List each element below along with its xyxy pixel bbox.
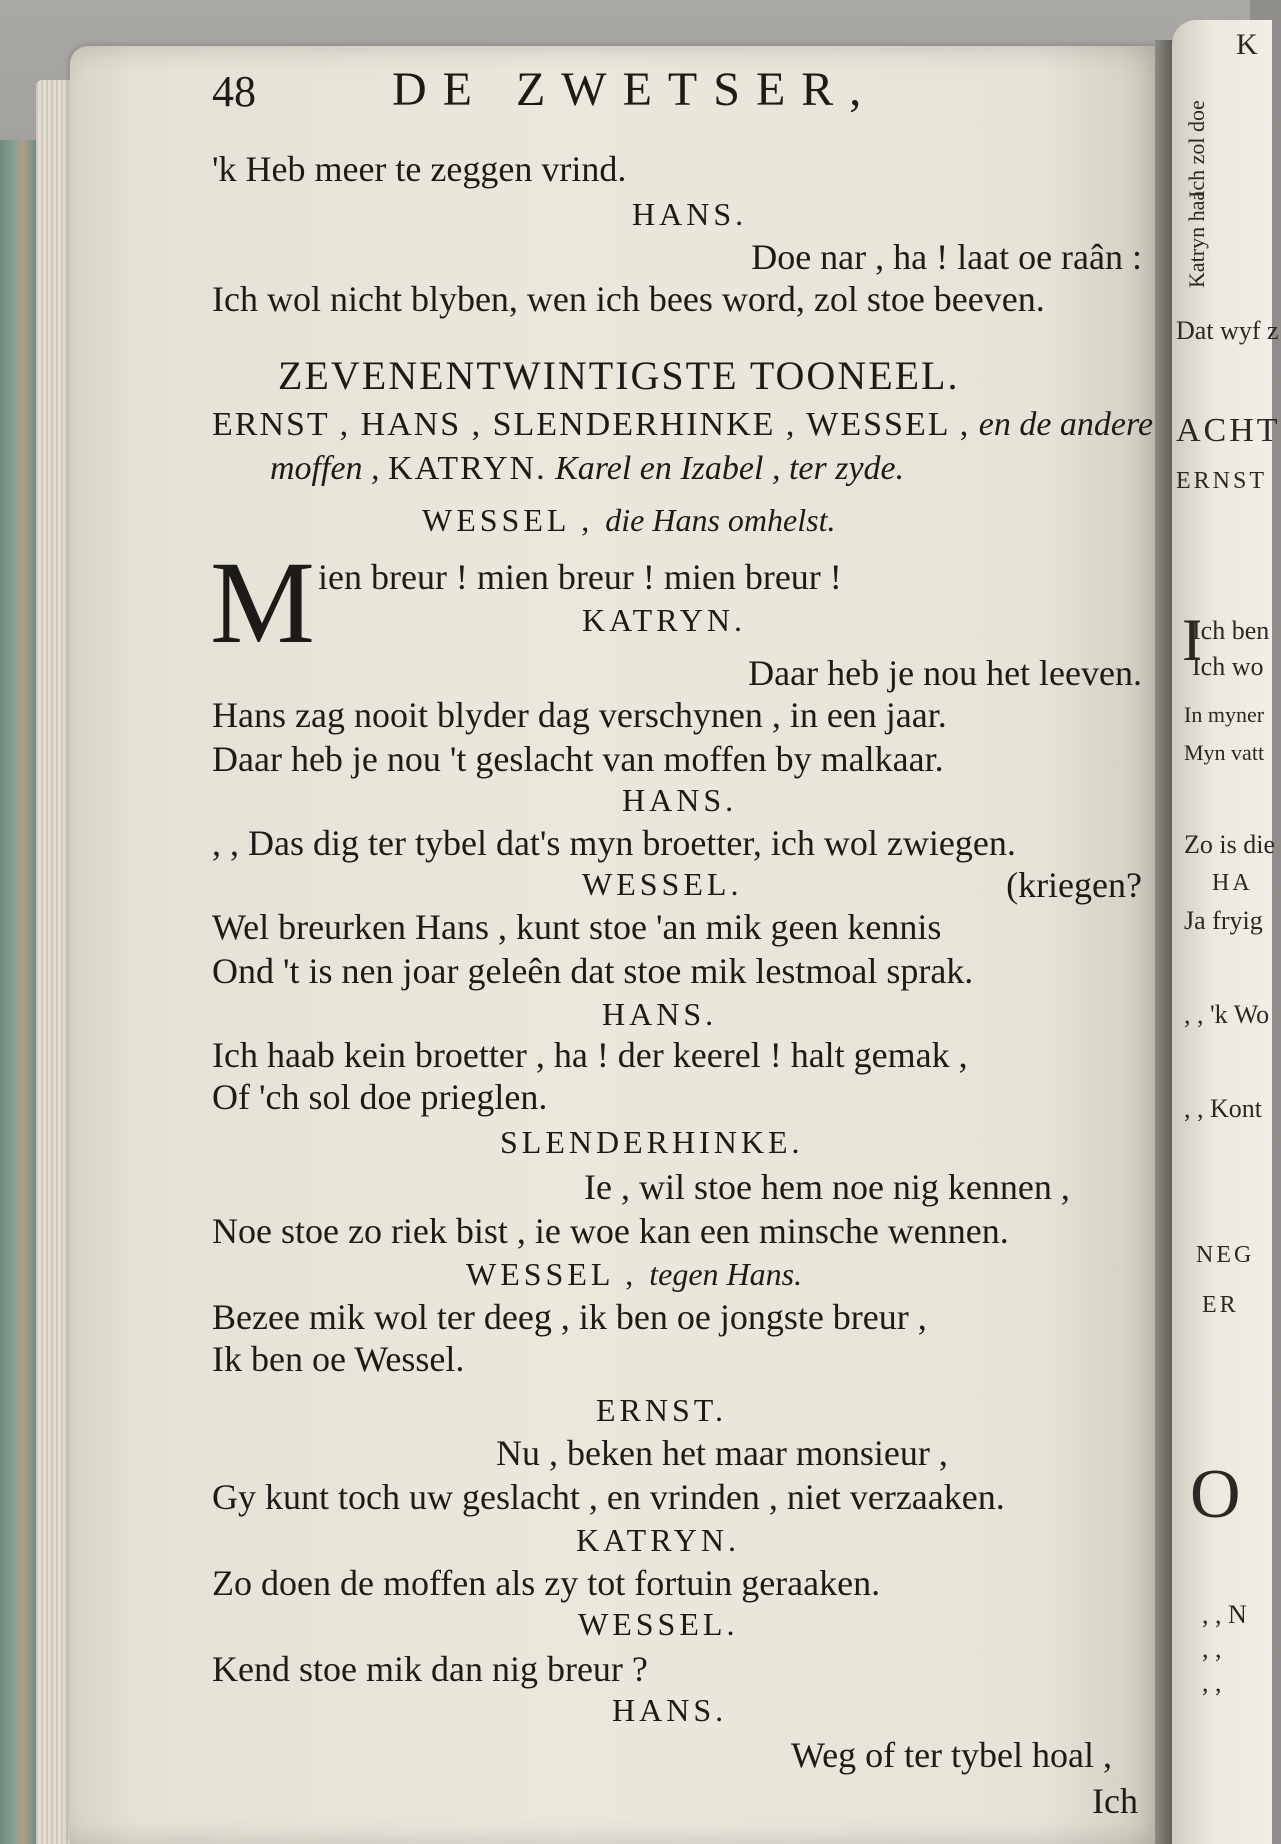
scene-heading: ZEVENENTWINTIGSTE TOONEEL.	[278, 353, 960, 398]
verse-line: Of 'ch sol doe prieglen.	[212, 1077, 548, 1117]
speaker-name: WESSEL ,	[466, 1256, 638, 1292]
verse-line: Zo doen de moffen als zy tot fortuin geraaken.	[212, 1563, 881, 1603]
verse-line: Doe nar , ha ! laat oe raân :	[751, 237, 1142, 277]
verse-line: Ie , wil stoe hem noe nig kennen ,	[584, 1167, 1070, 1207]
stage-direction: tegen Hans.	[649, 1256, 803, 1292]
speaker-name: WESSEL.	[582, 866, 743, 902]
verse-line: Ich wol nicht blyben, wen ich bees word, zol stoe beeven.	[212, 279, 1045, 319]
verse-line: Noe stoe zo riek bist , ie woe kan een minsche wennen.	[212, 1211, 1009, 1251]
facing-line: O	[1190, 1456, 1241, 1533]
facing-line: Myn vatt	[1184, 740, 1265, 765]
facing-line: , ,	[1202, 1634, 1222, 1663]
facing-line: In myner	[1184, 702, 1265, 727]
verse-line: Ond 't is nen joar geleên dat stoe mik lestmoal sprak.	[212, 951, 974, 991]
facing-line: Katryn haa	[1184, 190, 1209, 288]
cast-names: ERNST , HANS , SLENDERHINKE , WESSEL ,	[212, 406, 971, 443]
facing-line: ER	[1202, 1292, 1239, 1318]
speaker-name: SLENDERHINKE.	[500, 1124, 804, 1160]
verse-line: Ik ben oe Wessel.	[212, 1339, 465, 1379]
verse-line: Kend stoe mik dan nig breur ?	[212, 1649, 648, 1689]
facing-dropcap: I	[1182, 607, 1202, 673]
drop-cap: M	[210, 537, 315, 668]
verse-line: ien breur ! mien breur ! mien breur !	[318, 557, 842, 597]
speaker-heading	[422, 500, 835, 540]
catchword: Ich	[1092, 1781, 1138, 1821]
facing-line: K	[1236, 28, 1258, 61]
verse-line: 'k Heb meer te zeggen vrind.	[212, 149, 627, 189]
verse-line: Gy kunt toch uw geslacht , en vrinden , niet verzaaken.	[212, 1477, 1005, 1517]
facing-line: HA	[1212, 870, 1253, 896]
verse-line: Bezee mik wol ter deeg , ik ben oe jongste breur ,	[212, 1297, 927, 1337]
facing-line: NEG	[1196, 1242, 1255, 1268]
speaker-name: ERNST.	[596, 1392, 727, 1428]
facing-line: Zo is die	[1184, 830, 1275, 859]
facing-line: , , 'k Wo	[1184, 1000, 1270, 1029]
facing-line: , , Kont	[1184, 1094, 1262, 1123]
cast-names: KATRYN.	[388, 450, 547, 487]
speaker-name: HANS.	[602, 996, 718, 1032]
speaker-name: KATRYN.	[582, 602, 747, 638]
verse-overflow: (kriegen?	[1006, 865, 1142, 905]
cast-list	[270, 448, 904, 490]
speaker-name: WESSEL ,	[422, 502, 594, 538]
facing-line: Dat wyf z	[1176, 316, 1279, 345]
verse-line: Ich haab kein broetter , ha ! der keerel ! halt gemak ,	[212, 1035, 968, 1075]
facing-line: Ich ben	[1192, 616, 1270, 645]
facing-line: Ich zol doe	[1184, 100, 1209, 198]
verse-line: Nu , beken het maar monsieur ,	[496, 1433, 948, 1473]
facing-line: ACHT	[1176, 412, 1281, 449]
page-number: 48	[212, 67, 256, 116]
speaker-name: HANS.	[622, 782, 738, 818]
running-title: DE ZWETSER,	[392, 63, 878, 116]
verse-line: Daar heb je nou 't geslacht van moffen by malkaar.	[212, 739, 944, 779]
verse-line: Weg of ter tybel hoal ,	[791, 1735, 1112, 1775]
cast-extra: en de andere	[978, 406, 1154, 443]
facing-line: ERNST	[1176, 468, 1268, 494]
stage-direction: die Hans omhelst.	[605, 502, 836, 538]
stage-direction: Karel en Izabel , ter zyde.	[555, 450, 905, 487]
cast-list	[212, 404, 1153, 446]
facing-line: , ,	[1202, 1668, 1222, 1697]
cast-extra: moffen ,	[270, 450, 380, 487]
verse-line: , , Das dig ter tybel dat's myn broetter, ich wol zwiegen.	[212, 823, 1016, 863]
speaker-heading	[466, 1254, 802, 1294]
facing-line: Ich wo	[1192, 652, 1264, 681]
facing-line: , , N	[1202, 1600, 1247, 1629]
verse-line: Daar heb je nou het leeven.	[748, 653, 1142, 693]
speaker-name: HANS.	[612, 1692, 728, 1728]
speaker-name: HANS.	[632, 196, 748, 232]
verse-line: Wel breurken Hans , kunt stoe 'an mik geen kennis	[212, 907, 942, 947]
verse-line: Hans zag nooit blyder dag verschynen , in een jaar.	[212, 695, 947, 735]
facing-line: Ja fryig	[1184, 906, 1263, 935]
speaker-name: KATRYN.	[576, 1522, 741, 1558]
speaker-name: WESSEL.	[578, 1606, 739, 1642]
